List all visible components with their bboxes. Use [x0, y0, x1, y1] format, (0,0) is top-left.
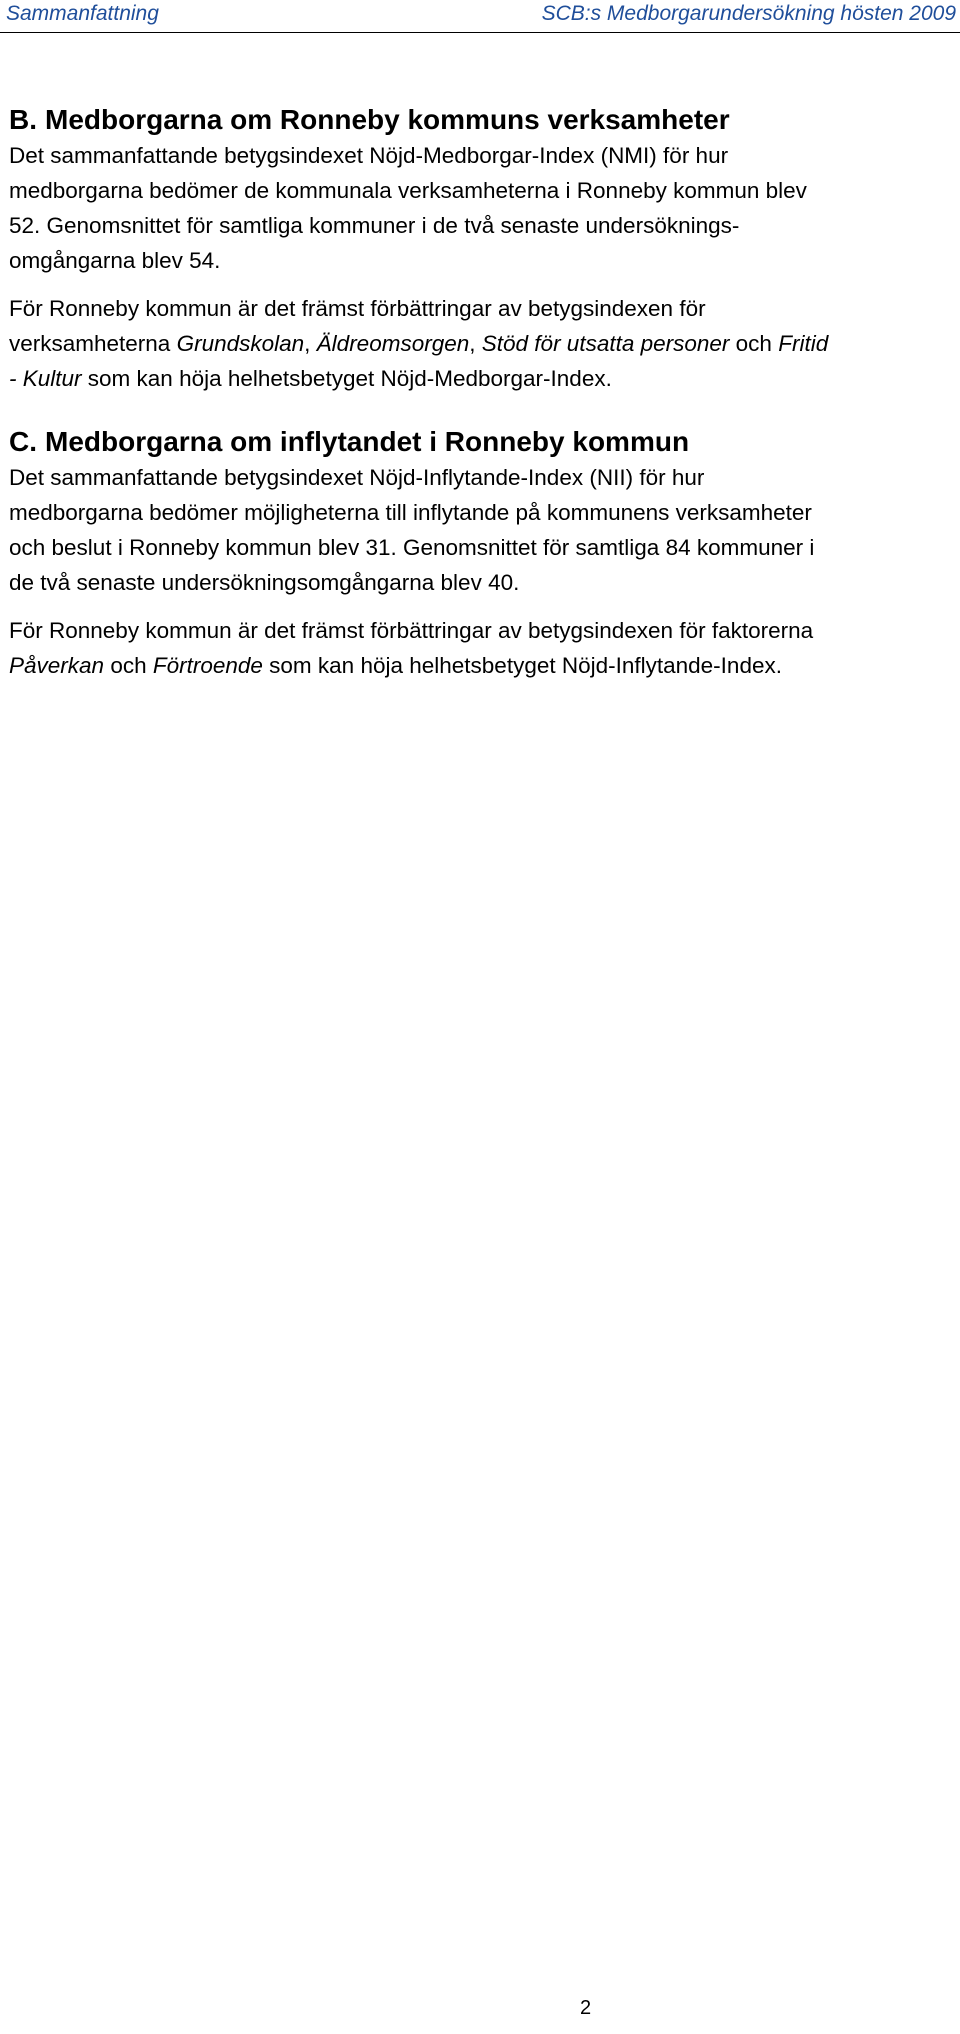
document-body — [9, 102, 954, 683]
section-c-intro-line: medborgarna bedömer möjligheterna till inflytande på kommunens verksamheter — [9, 500, 812, 525]
section-c-heading-text: Medborgarna om inflytandet i Ronneby kommun — [45, 426, 690, 457]
factor-fortroende: Förtroende — [152, 653, 263, 678]
header-document-title: SCB:s Medborgarundersökning hösten 2009 — [541, 2, 956, 25]
page-number: 2 — [580, 1997, 592, 2019]
separator: , — [469, 331, 482, 356]
section-b-letter: B. — [9, 104, 37, 135]
header-section-title: Sammanfattning — [6, 2, 159, 25]
section-c-intro-line: de två senaste undersökningsomgångarna blev 40. — [9, 570, 520, 595]
section-c — [9, 424, 954, 683]
service-grundskolan: Grundskolan — [176, 331, 305, 356]
section-b-intro-line: medborgarna bedömer de kommunala verksamheterna i Ronneby kommun blev — [9, 178, 807, 203]
section-c-improvement-text: som kan höja helhetsbetyget Nöjd-Inflytande-Index. — [262, 653, 782, 678]
section-c-intro-line: Det sammanfattande betygsindexet Nöjd-Inflytande-Index (NII) för hur — [9, 465, 705, 490]
section-b-improvement-text: som kan höja helhetsbetyget Nöjd-Medborgar-Index. — [81, 366, 612, 391]
conjunction: och — [729, 331, 779, 356]
section-c-intro-paragraph — [9, 460, 954, 600]
section-b-intro-line: omgångarna blev 54. — [9, 248, 221, 273]
service-aldreomsorgen: Äldreomsorgen — [316, 331, 470, 356]
section-b-intro-paragraph — [9, 138, 949, 278]
section-b-heading-text: Medborgarna om Ronneby kommuns verksamheter — [45, 104, 730, 135]
section-c-heading — [9, 424, 954, 460]
section-c-intro-line: och beslut i Ronneby kommun blev 31. Genomsnittet för samtliga 84 kommuner i — [9, 535, 815, 560]
header-divider — [0, 32, 960, 33]
section-b-improvement-line: För Ronneby kommun är det främst förbättringar av betygsindexen för — [9, 296, 706, 321]
separator: , — [304, 331, 317, 356]
page-header — [0, 0, 960, 36]
section-b-improvement-paragraph — [9, 291, 954, 396]
service-kultur: - Kultur — [9, 366, 82, 391]
conjunction: och — [104, 653, 153, 678]
section-b-improvement-text: verksamheterna — [9, 331, 177, 356]
section-c-improvement-line: För Ronneby kommun är det främst förbättringar av betygsindexen för faktorerna — [9, 618, 814, 643]
section-c-improvement-paragraph — [9, 613, 954, 683]
section-b-intro-line: Det sammanfattande betygsindexet Nöjd-Medborgar-Index (NMI) för hur — [9, 143, 729, 168]
service-fritid: Fritid — [778, 331, 829, 356]
service-stod-utsatta: Stöd för utsatta personer — [481, 331, 730, 356]
section-c-letter: C. — [9, 426, 37, 457]
section-b-intro-line: 52. Genomsnittet för samtliga kommuner i de två senaste undersöknings- — [9, 213, 740, 238]
section-b-heading — [9, 102, 954, 138]
section-b — [9, 102, 954, 396]
factor-paverkan: Påverkan — [9, 653, 105, 678]
